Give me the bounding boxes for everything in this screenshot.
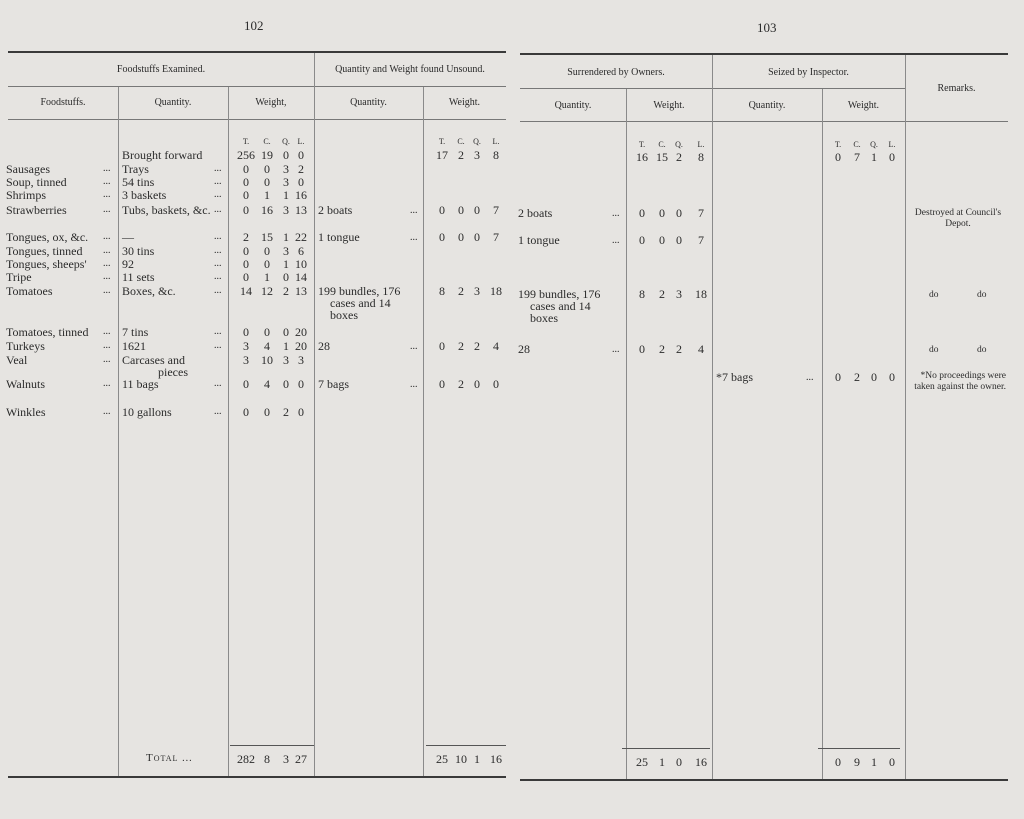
food-name: Soup, tinned	[6, 175, 67, 189]
leader-dots: ...	[214, 245, 222, 256]
leader-dots: ...	[103, 378, 111, 389]
header-foodstuffs-examined: Foodstuffs Examined.	[116, 64, 206, 75]
bf-unsound-c: 2	[458, 148, 464, 162]
food-name: Shrimps	[6, 188, 47, 202]
examined-weight-l: 16	[295, 188, 307, 202]
examined-weight-l: 22	[295, 230, 307, 244]
leader-dots: ...	[103, 189, 111, 200]
examined-weight-c: 16	[261, 203, 273, 217]
quantity-cell: 10 gallons	[122, 405, 172, 419]
quantity-cell: 1621	[122, 339, 146, 353]
seized-weight-l: 0	[889, 370, 895, 384]
unit-label-l: L.	[297, 137, 305, 146]
unit-label-c: C.	[853, 140, 861, 149]
unit-label-c: C.	[658, 140, 666, 149]
examined-weight-l: 14	[295, 270, 307, 284]
surrendered-quantity: 199 bundles, 176	[518, 287, 601, 301]
examined-weight-c: 15	[261, 230, 273, 244]
unsound-weight-q: 2	[474, 339, 480, 353]
examined-weight-c: 1	[264, 188, 270, 202]
surrendered-quantity: 1 tongue	[518, 233, 560, 247]
examined-weight-l: 10	[295, 257, 307, 271]
leader-dots: ...	[214, 258, 222, 269]
examined-weight-t: 0	[243, 257, 249, 271]
examined-weight-c: 0	[264, 405, 270, 419]
quantity-cell: —	[122, 230, 134, 244]
leader-dots: ...	[410, 232, 418, 243]
surrendered-weight-l: 18	[695, 287, 707, 301]
total-unsound-q: 1	[474, 752, 480, 766]
unit-label-l: L.	[492, 137, 500, 146]
bf-examined-c: 19	[261, 148, 273, 162]
remark-text: *No proceedings were taken against the owner.	[914, 371, 1006, 392]
total-examined-q: 3	[283, 752, 289, 766]
bottom-rule-left	[8, 776, 506, 778]
examined-weight-c: 4	[264, 339, 270, 353]
total-rule	[622, 748, 710, 749]
total-surrendered-t: 25	[636, 755, 648, 769]
leader-dots: ...	[214, 406, 222, 417]
examined-weight-q: 3	[283, 244, 289, 258]
unsound-weight-c: 0	[458, 230, 464, 244]
examined-weight-l: 0	[298, 405, 304, 419]
total-seized-c: 9	[854, 755, 860, 769]
examined-weight-l: 3	[298, 353, 304, 367]
unsound-weight-q: 0	[474, 230, 480, 244]
leader-dots: ...	[103, 354, 111, 365]
examined-weight-l: 2	[298, 162, 304, 176]
surrendered-weight-l: 7	[698, 233, 704, 247]
header-bottom-rule-left	[8, 119, 506, 120]
page-number-left: 102	[244, 18, 264, 33]
quantity-cell: 54 tins	[122, 175, 155, 189]
unsound-weight-q: 0	[474, 203, 480, 217]
examined-weight-t: 0	[243, 377, 249, 391]
unsound-weight-t: 0	[439, 203, 445, 217]
surrendered-weight-c: 0	[659, 206, 665, 220]
total-surrendered-c: 1	[659, 755, 665, 769]
remark-text: Destroyed at Council's Depot.	[914, 208, 1002, 229]
col-rule	[626, 89, 627, 779]
leader-dots: ...	[103, 163, 111, 174]
total-surrendered-q: 0	[676, 755, 682, 769]
unsound-weight-l: 7	[493, 230, 499, 244]
total-examined-c: 8	[264, 752, 270, 766]
col-rule	[228, 87, 229, 776]
total-examined-t: 282	[237, 752, 255, 766]
leader-dots: ...	[103, 271, 111, 282]
unsound-weight-c: 2	[458, 339, 464, 353]
leader-dots: ...	[214, 176, 222, 187]
surrendered-quantity: 2 boats	[518, 206, 553, 220]
bf-surrendered-t: 16	[636, 150, 648, 164]
bf-unsound-l: 8	[493, 148, 499, 162]
examined-weight-c: 10	[261, 353, 273, 367]
total-unsound-t: 25	[436, 752, 448, 766]
leader-dots: ...	[214, 378, 222, 389]
surrendered-weight-c: 0	[659, 233, 665, 247]
col-rule	[423, 87, 424, 776]
unit-label-l: L.	[697, 140, 705, 149]
leader-dots: ...	[214, 326, 222, 337]
bf-surrendered-c: 15	[656, 150, 668, 164]
leader-dots: ...	[214, 204, 222, 215]
bf-unsound-t: 17	[436, 148, 448, 162]
brought-forward-label: Brought forward	[122, 148, 203, 162]
surrendered-weight-t: 0	[639, 206, 645, 220]
col-rule	[118, 87, 119, 776]
examined-weight-t: 3	[243, 353, 249, 367]
examined-weight-q: 2	[283, 405, 289, 419]
examined-weight-q: 0	[283, 270, 289, 284]
examined-weight-l: 20	[295, 325, 307, 339]
bf-examined-q: 0	[283, 148, 289, 162]
examined-weight-c: 0	[264, 325, 270, 339]
leader-dots: ...	[103, 340, 111, 351]
header-surrendered: Surrendered by Owners.	[567, 67, 665, 78]
leader-dots: ...	[103, 258, 111, 269]
unit-label-t: T.	[834, 140, 842, 149]
total-rule	[426, 745, 506, 746]
header-bottom-rule-right	[520, 121, 1008, 122]
surrendered-weight-q: 3	[676, 287, 682, 301]
surrendered-weight-q: 0	[676, 206, 682, 220]
leader-dots: ...	[103, 176, 111, 187]
leader-dots: ...	[182, 753, 193, 764]
bf-seized-l: 0	[889, 150, 895, 164]
col-rule	[905, 55, 906, 779]
unit-label-t: T.	[438, 137, 446, 146]
examined-weight-t: 0	[243, 203, 249, 217]
seized-quantity: *7 bags	[716, 370, 753, 384]
food-name: Tongues, ox, &c.	[6, 230, 89, 244]
examined-weight-q: 2	[283, 284, 289, 298]
examined-weight-t: 0	[243, 175, 249, 189]
header-remarks: Remarks.	[937, 83, 976, 94]
examined-weight-c: 0	[264, 162, 270, 176]
surrendered-weight-q: 0	[676, 233, 682, 247]
bottom-rule-right	[520, 779, 1008, 781]
unit-label-q: Q.	[282, 137, 290, 146]
total-seized-t: 0	[835, 755, 841, 769]
food-name: Sausages	[6, 162, 50, 176]
bf-surrendered-l: 8	[698, 150, 704, 164]
leader-dots: ...	[103, 326, 111, 337]
remark-ditto: do	[977, 345, 987, 355]
food-name: Tongues, tinned	[6, 244, 83, 258]
unit-label-l: L.	[888, 140, 896, 149]
quantity-cell: Trays	[122, 162, 149, 176]
leader-dots: ...	[103, 285, 111, 296]
unsound-quantity: 199 bundles, 176	[318, 284, 401, 298]
surrendered-weight-l: 7	[698, 206, 704, 220]
unsound-weight-c: 2	[458, 377, 464, 391]
examined-weight-q: 3	[283, 175, 289, 189]
quantity-cell: 92	[122, 257, 134, 271]
leader-dots: ...	[612, 208, 620, 219]
top-rule-left	[8, 51, 506, 53]
quantity-cell: Boxes, &c.	[122, 284, 176, 298]
header-quantity: Quantity.	[154, 97, 192, 108]
unit-label-q: Q.	[870, 140, 878, 149]
quantity-cell-cont: pieces	[158, 365, 188, 379]
examined-weight-t: 0	[243, 162, 249, 176]
unit-label-c: C.	[263, 137, 271, 146]
leader-dots: ...	[214, 271, 222, 282]
leader-dots: ...	[410, 341, 418, 352]
leader-dots: ...	[214, 189, 222, 200]
examined-weight-q: 0	[283, 325, 289, 339]
examined-weight-t: 0	[243, 188, 249, 202]
bf-seized-q: 1	[871, 150, 877, 164]
examined-weight-l: 0	[298, 175, 304, 189]
leader-dots: ...	[214, 231, 222, 242]
surrendered-weight-c: 2	[659, 287, 665, 301]
unsound-weight-q: 3	[474, 284, 480, 298]
quantity-cell: 11 bags	[122, 377, 159, 391]
leader-dots: ...	[103, 245, 111, 256]
examined-weight-t: 14	[240, 284, 252, 298]
surrendered-weight-q: 2	[676, 342, 682, 356]
unsound-weight-l: 0	[493, 377, 499, 391]
unsound-quantity-cont: cases and 14	[330, 296, 391, 310]
bf-examined-l: 0	[298, 148, 304, 162]
examined-weight-q: 1	[283, 188, 289, 202]
header-quantity: Quantity.	[748, 100, 786, 111]
col-rule	[822, 89, 823, 779]
examined-weight-c: 4	[264, 377, 270, 391]
unsound-quantity: 28	[318, 339, 330, 353]
header-weight: Weight.	[448, 97, 481, 108]
header-weight: Weight.	[653, 100, 685, 111]
surrendered-quantity: 28	[518, 342, 530, 356]
leader-dots: ...	[410, 205, 418, 216]
unit-label-q: Q.	[473, 137, 481, 146]
seized-weight-t: 0	[835, 370, 841, 384]
examined-weight-c: 1	[264, 270, 270, 284]
page-number-right: 103	[757, 20, 777, 35]
top-rule-right	[520, 53, 1008, 55]
quantity-cell: Tubs, baskets, &c.	[122, 203, 211, 217]
examined-weight-q: 0	[283, 377, 289, 391]
unsound-weight-c: 0	[458, 203, 464, 217]
surrendered-weight-l: 4	[698, 342, 704, 356]
unsound-weight-t: 8	[439, 284, 445, 298]
unsound-weight-c: 2	[458, 284, 464, 298]
header-mid-rule-left	[8, 86, 506, 87]
unit-label-t: T.	[638, 140, 646, 149]
bf-examined-t: 256	[237, 148, 255, 162]
surrendered-weight-t: 0	[639, 342, 645, 356]
examined-weight-l: 0	[298, 377, 304, 391]
examined-weight-c: 0	[264, 257, 270, 271]
examined-weight-q: 1	[283, 230, 289, 244]
surrendered-weight-t: 8	[639, 287, 645, 301]
surrendered-quantity-cont: boxes	[530, 311, 558, 325]
examined-weight-q: 1	[283, 339, 289, 353]
remark-ditto: do	[929, 345, 939, 355]
total-surrendered-l: 16	[695, 755, 707, 769]
total-unsound-c: 10	[455, 752, 467, 766]
total-examined-l: 27	[295, 752, 307, 766]
total-unsound-l: 16	[490, 752, 502, 766]
unit-label-t: T.	[242, 137, 250, 146]
surrendered-weight-t: 0	[639, 233, 645, 247]
leader-dots: ...	[103, 231, 111, 242]
unit-label-c: C.	[457, 137, 465, 146]
total-seized-q: 1	[871, 755, 877, 769]
unsound-quantity: 2 boats	[318, 203, 353, 217]
examined-weight-l: 13	[295, 203, 307, 217]
unit-label-q: Q.	[675, 140, 683, 149]
seized-weight-q: 0	[871, 370, 877, 384]
seized-weight-c: 2	[854, 370, 860, 384]
surrendered-quantity-cont: cases and 14	[530, 299, 591, 313]
header-quantity: Quantity.	[554, 100, 592, 111]
col-rule	[314, 53, 315, 776]
food-name: Turkeys	[6, 339, 45, 353]
examined-weight-l: 20	[295, 339, 307, 353]
quantity-cell: 30 tins	[122, 244, 155, 258]
quantity-cell: 11 sets	[122, 270, 155, 284]
food-name: Veal	[6, 353, 28, 367]
bf-seized-t: 0	[835, 150, 841, 164]
examined-weight-t: 0	[243, 325, 249, 339]
food-name: Walnuts	[6, 377, 46, 391]
unsound-quantity: 1 tongue	[318, 230, 360, 244]
leader-dots: ...	[410, 379, 418, 390]
unsound-weight-l: 18	[490, 284, 502, 298]
bf-seized-c: 7	[854, 150, 860, 164]
examined-weight-q: 3	[283, 203, 289, 217]
food-name: Strawberries	[6, 203, 67, 217]
header-weight: Weight.	[847, 100, 880, 111]
total-rule	[818, 748, 900, 749]
examined-weight-t: 2	[243, 230, 249, 244]
examined-weight-c: 0	[264, 244, 270, 258]
unsound-weight-l: 4	[493, 339, 499, 353]
header-weight: Weight,	[255, 97, 287, 108]
food-name: Tomatoes	[6, 284, 53, 298]
header-seized: Seized by Inspector.	[768, 67, 849, 78]
leader-dots: ...	[214, 340, 222, 351]
leader-dots: ...	[214, 285, 222, 296]
food-name: Tripe	[6, 270, 32, 284]
leader-dots: ...	[612, 344, 620, 355]
leader-dots: ...	[103, 406, 111, 417]
food-name: Tomatoes, tinned	[6, 325, 89, 339]
examined-weight-c: 12	[261, 284, 273, 298]
total-rule	[230, 745, 314, 746]
total-label	[146, 752, 193, 764]
unsound-weight-t: 0	[439, 339, 445, 353]
unsound-weight-l: 7	[493, 203, 499, 217]
unsound-weight-t: 0	[439, 377, 445, 391]
food-name: Winkles	[6, 405, 46, 419]
unsound-weight-q: 0	[474, 377, 480, 391]
food-name: Tongues, sheeps'	[6, 257, 87, 271]
bf-unsound-q: 3	[474, 148, 480, 162]
header-foodstuffs: Foodstuffs.	[40, 97, 86, 108]
quantity-cell: 7 tins	[122, 325, 149, 339]
bf-surrendered-q: 2	[676, 150, 682, 164]
leader-dots: ...	[214, 163, 222, 174]
unsound-weight-t: 0	[439, 230, 445, 244]
header-quantity: Quantity.	[350, 97, 387, 108]
examined-weight-t: 0	[243, 244, 249, 258]
examined-weight-c: 0	[264, 175, 270, 189]
examined-weight-l: 6	[298, 244, 304, 258]
examined-weight-l: 13	[295, 284, 307, 298]
leader-dots: ...	[612, 235, 620, 246]
examined-weight-t: 3	[243, 339, 249, 353]
quantity-cell: 3 baskets	[122, 188, 167, 202]
remark-ditto: do	[977, 290, 987, 300]
surrendered-weight-c: 2	[659, 342, 665, 356]
total-seized-l: 0	[889, 755, 895, 769]
remark-ditto: do	[929, 290, 939, 300]
leader-dots: ...	[806, 372, 814, 383]
header-unsound: Quantity and Weight found Unsound.	[335, 64, 485, 75]
leader-dots: ...	[103, 204, 111, 215]
examined-weight-q: 1	[283, 257, 289, 271]
total-label-text: Total	[146, 752, 179, 764]
examined-weight-t: 0	[243, 405, 249, 419]
quantity-cell: Carcases and	[122, 353, 185, 367]
examined-weight-t: 0	[243, 270, 249, 284]
unsound-quantity: 7 bags	[318, 377, 349, 391]
examined-weight-q: 3	[283, 353, 289, 367]
unsound-quantity-cont: boxes	[330, 308, 358, 322]
examined-weight-q: 3	[283, 162, 289, 176]
